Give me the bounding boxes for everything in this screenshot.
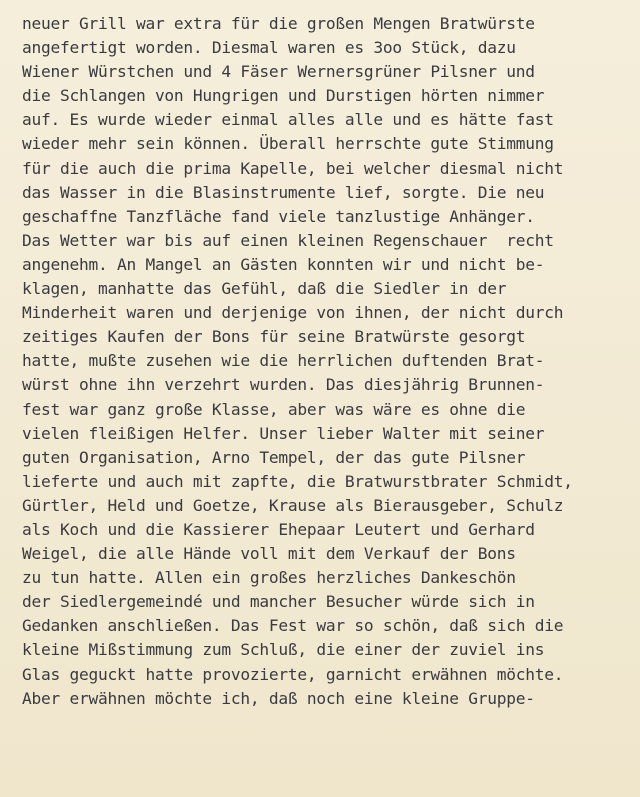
text-line: Wiener Würstchen und 4 Fäser Wernersgrüner Pilsner und [22,62,535,82]
text-line: die Schlangen von Hungrigen und Durstigen hörten nimmer [22,86,545,106]
text-line: wieder mehr sein können. Überall herrschte gute Stimmung [22,134,554,154]
text-line: lieferte und auch mit zapfte, die Bratwurstbrater Schmidt, [22,471,573,491]
text-line: zu tun hatte. Allen ein großes herzliches Dankeschön [22,568,516,588]
text-line: guten Organisation, Arno Tempel, der das gute Pilsner [22,447,526,467]
text-line: zeitiges Kaufen der Bons für seine Bratwürste gesorgt [22,327,526,347]
text-line: als Koch und die Kassierer Ehepaar Leutert und Gerhard [22,519,535,539]
text-line: für die auch die prima Kapelle, bei welcher diesmal nicht [22,158,564,178]
text-line: Weigel, die alle Hände voll mit dem Verkauf der Bons [22,544,516,564]
text-line: vielen fleißigen Helfer. Unser lieber Walter mit seiner [22,423,545,443]
text-line: angefertigt worden. Diesmal waren es 3oo Stück, dazu [22,38,516,58]
text-line: neuer Grill war extra für die großen Mengen Bratwürste [22,14,535,33]
text-line: Gürtler, Held und Goetze, Krause als Bierausgeber, Schulz [22,495,564,515]
text-line: angenehm. An Mangel an Gästen konnten wir und nicht be- [22,254,545,274]
text-line: auf. Es wurde wieder einmal alles alle und es hätte fast [22,110,554,130]
text-line: Glas geguckt hatte provozierte, garnicht erwähnen möchte. [22,664,564,684]
text-line: Gedanken anschließen. Das Fest war so schön, daß sich die [22,616,564,636]
page-text [22,12,634,711]
text-line: hatte, mußte zusehen wie die herrlichen duftenden Brat- [22,351,545,371]
text-line: Aber erwähnen möchte ich, daß noch eine kleine Gruppe- [22,688,535,708]
text-line: Das Wetter war bis auf einen kleinen Regenschauer recht [22,230,554,250]
text-line: geschaffne Tanzfläche fand viele tanzlustige Anhänger. [22,206,535,226]
text-line: würst ohne ihn verzehrt wurden. Das diesjährig Brunnen- [22,375,545,395]
text-line: der Siedlergemeindé und mancher Besucher würde sich in [22,592,535,612]
text-line: fest war ganz große Klasse, aber was wäre es ohne die [22,399,526,419]
text-line: Minderheit waren und derjenige von ihnen, der nicht durch [22,303,564,323]
text-line: klagen, manhatte das Gefühl, daß die Siedler in der [22,279,507,299]
text-line: kleine Mißstimmung zum Schluß, die einer der zuviel ins [22,640,545,660]
text-line: das Wasser in die Blasinstrumente lief, sorgte. Die neu [22,182,545,202]
